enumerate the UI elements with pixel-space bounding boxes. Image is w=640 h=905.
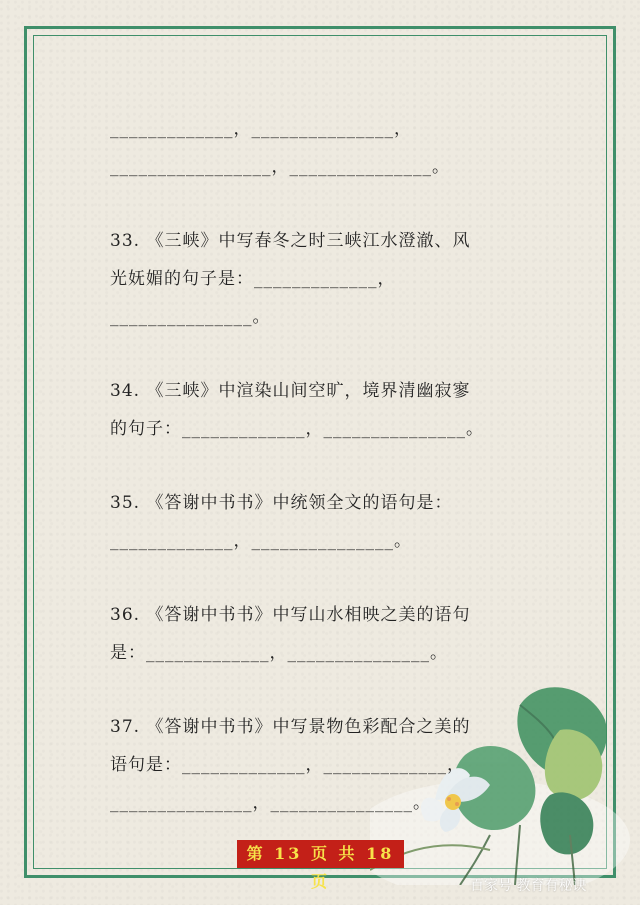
question-text: 语句是：_____________，_____________，: [110, 755, 465, 775]
answer-line: _________________，_______________。: [110, 157, 450, 177]
question-text: 35. 《答谢中书书》中统领全文的语句是：: [110, 493, 453, 513]
answer-line: _______________，_______________。: [110, 793, 431, 813]
answer-line: _____________，_______________，: [110, 119, 412, 139]
question-text: 37. 《答谢中书书》中写景物色彩配合之美的: [110, 717, 471, 737]
answer-line: _______________。: [110, 307, 271, 327]
question-text: 光妩媚的句子是：_____________，: [110, 269, 396, 289]
answer-line: _____________，_______________。: [110, 531, 412, 551]
list-item: [110, 222, 540, 336]
list-item: [110, 708, 540, 822]
question-list: [110, 110, 540, 858]
question-text: 是：_____________，_______________。: [110, 643, 448, 663]
question-text: 的句子：_____________，_______________。: [110, 419, 484, 439]
list-item: [110, 372, 540, 448]
list-item: [110, 484, 540, 560]
question-text: 34. 《三峡》中渲染山间空旷，境界清幽寂寥: [110, 381, 471, 401]
question-text: 36. 《答谢中书书》中写山水相映之美的语句: [110, 605, 471, 625]
watermark-text: 百家号 教育有秘诀: [470, 878, 587, 894]
page-number-badge: 第 13 页 共 18 页: [237, 840, 404, 868]
question-text: 33. 《三峡》中写春冬之时三峡江水澄澈、风: [110, 231, 471, 251]
list-item: [110, 110, 540, 186]
list-item: [110, 596, 540, 672]
